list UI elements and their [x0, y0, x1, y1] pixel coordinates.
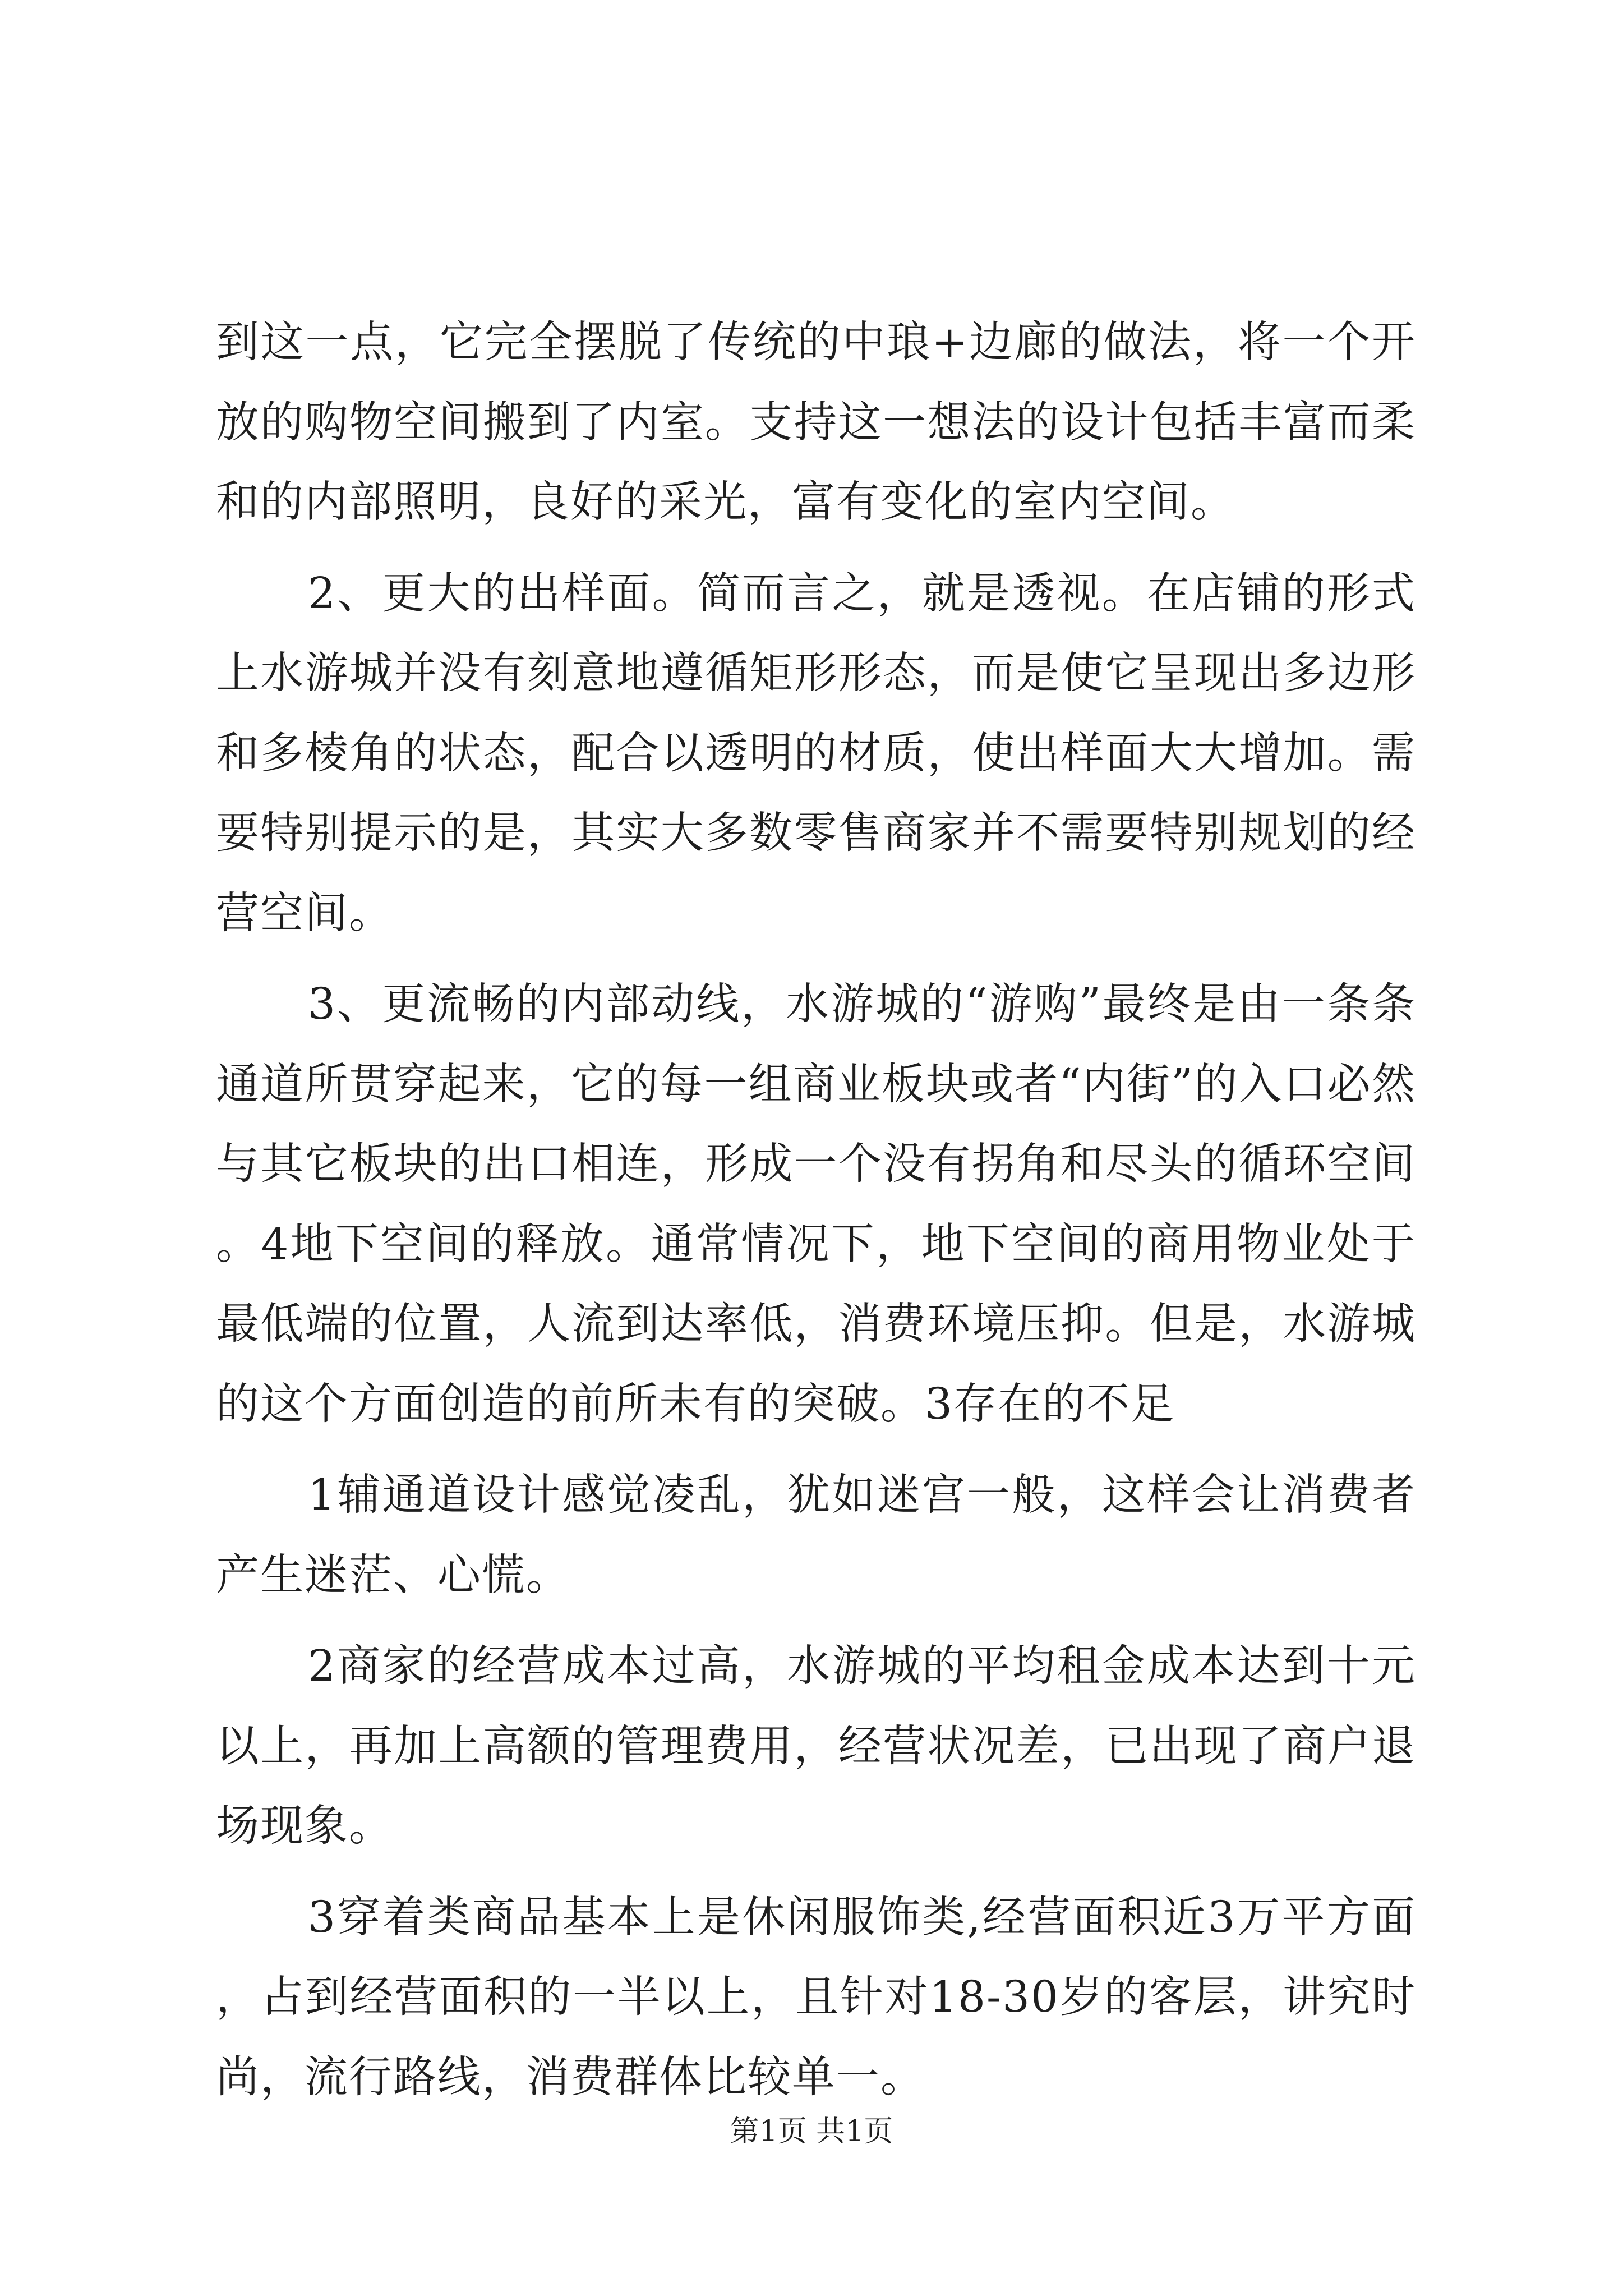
page-footer	[0, 2112, 1623, 2151]
paragraph-2: 2、更大的出样面。简而言之，就是透视。在店铺的形式上水游城并没有刻意地遵循矩形形态，而是使它呈现出多边形和多棱角的状态，配合以透明的材质，使出样面大大增加。需要特别提示的是，其实大多数零售商家并不需要特别规划的经营空间。	[216, 568, 1416, 938]
paragraph-4: 1辅通道设计感觉凌乱，犹如迷宫一般，这样会让消费者产生迷茫、心慌。	[216, 1470, 1416, 1600]
body-text	[216, 303, 1416, 2118]
page-number-label: 第1页 共1页	[730, 2115, 893, 2148]
paragraph-1: 到这一点，它完全摆脱了传统的中琅+边廊的做法，将一个开放的购物空间搬到了内室。支持这一想法的设计包括丰富而柔和的内部照明，良好的采光，富有变化的室内空间。	[216, 318, 1416, 527]
paragraph-5: 2商家的经营成本过高，水游城的平均租金成本达到十元以上，再加上高额的管理费用，经营状况差，已出现了商户退场现象。	[216, 1641, 1416, 1851]
paragraph-6: 3穿着类商品基本上是休闲服饰类,经营面积近3万平方面，占到经营面积的一半以上，且针对18-30岁的客层，讲究时尚，流行路线，消费群体比较单一。	[216, 1892, 1416, 2102]
paragraph-3: 3、更流畅的内部动线，水游城的“游购”最终是由一条条通道所贯穿起来，它的每一组商业板块或者“内街”的入口必然与其它板块的出口相连，形成一个没有拐角和尽头的循环空间。4地下空间的释放。通常情况下，地下空间的商用物业处于最低端的位置，人流到达率低，消费环境压抑。但是，水游城的这个方面创造的前所未有的突破。3存在的不足	[216, 979, 1416, 1429]
